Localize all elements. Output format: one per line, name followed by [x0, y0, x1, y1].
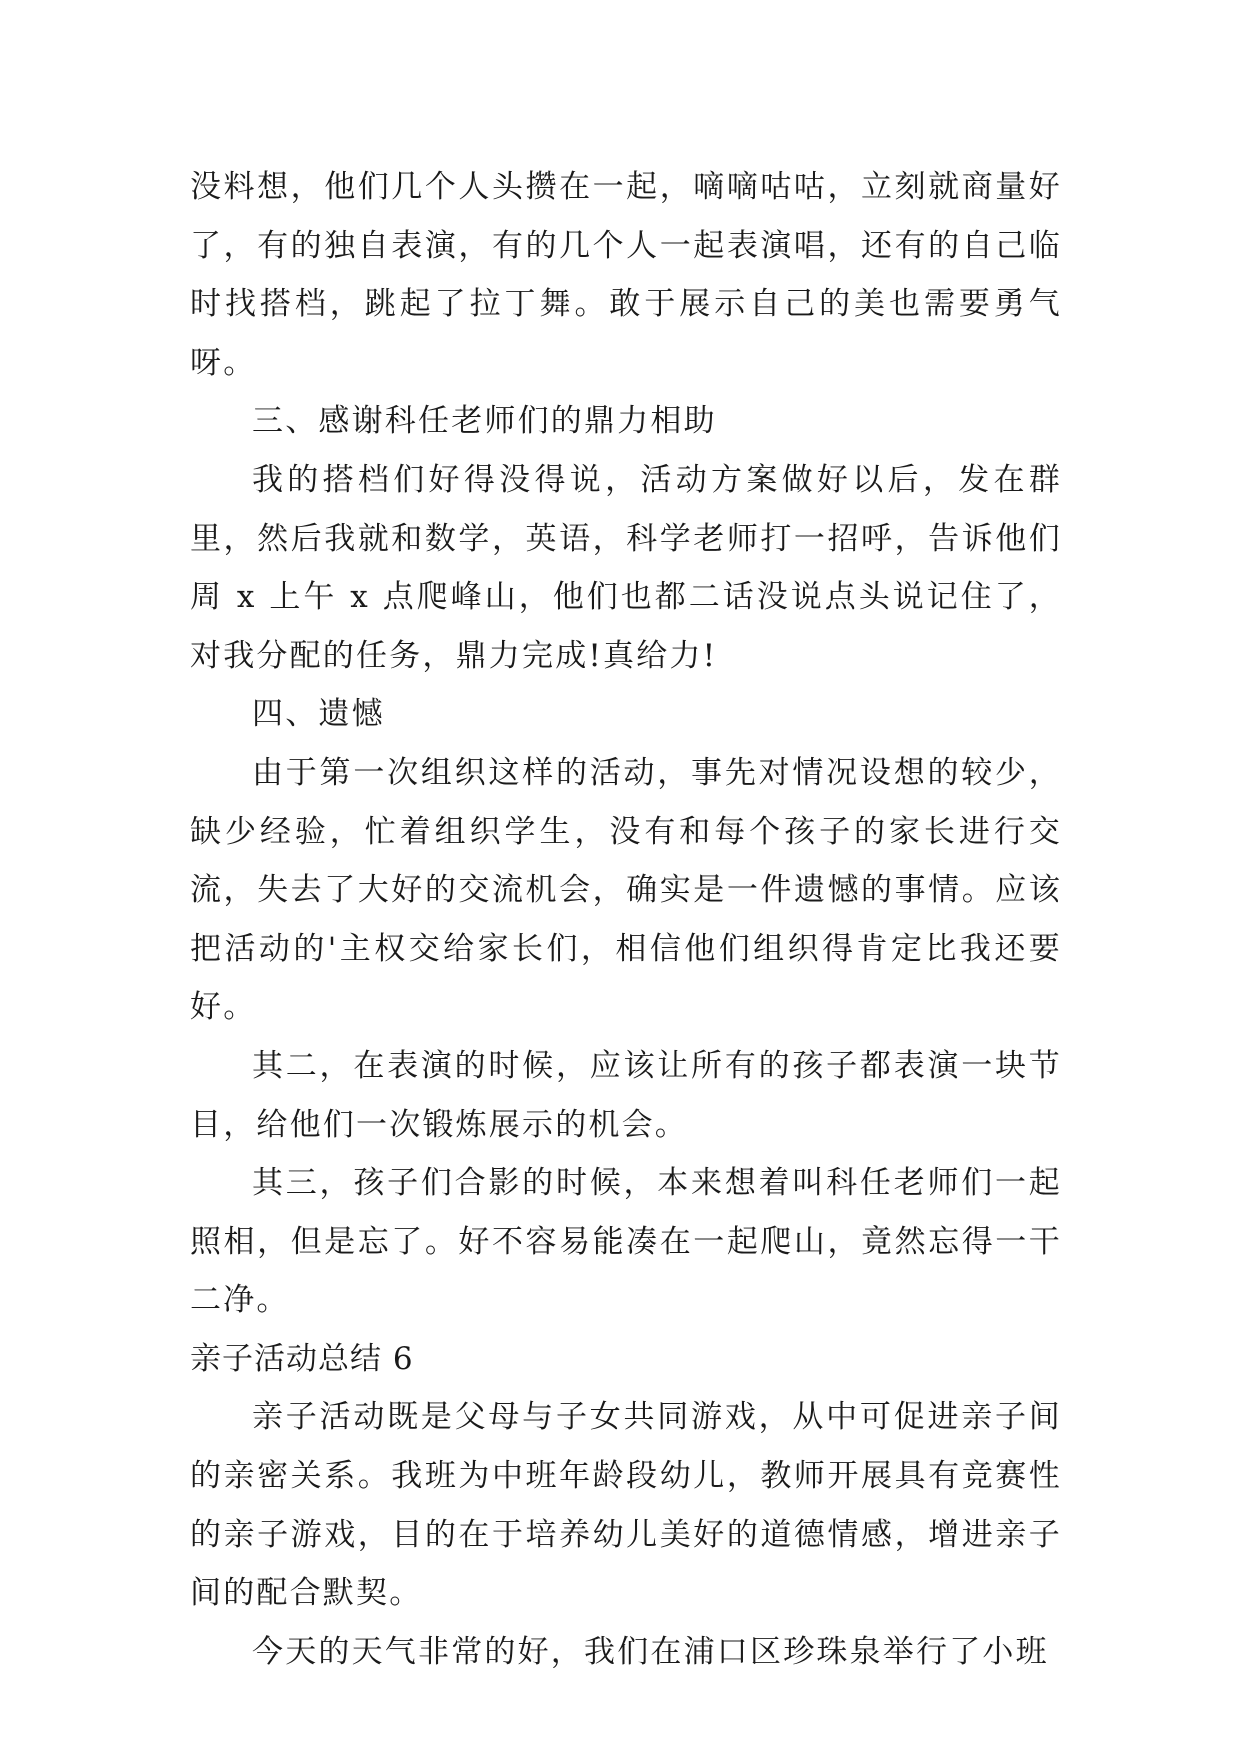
section-title: 亲子活动总结 6: [190, 1340, 414, 1377]
heading-thanks-teachers: 三、感谢科任老师们的鼎力相助: [252, 403, 717, 440]
heading-regrets: 四、遗憾: [252, 696, 385, 733]
document-body: [190, 158, 1062, 1681]
paragraph-regret-first: 由于第一次组织这样的活动，事先对情况设想的较少，缺少经验，忙着组织学生，没有和每个孩子的家长进行交流，失去了大好的交流机会，确实是一件遗憾的事情。应该把活动的'主权交给家长们，相信他们组织得肯定比我还要好。: [190, 754, 1062, 1026]
paragraph-regret-second: 其二，在表演的时候，应该让所有的孩子都表演一块节目，给他们一次锻炼展示的机会。: [190, 1047, 1062, 1143]
paragraph-teachers-help: 我的搭档们好得没得说，活动方案做好以后，发在群里，然后我就和数学，英语，科学老师打一招呼，告诉他们周 x 上午 x 点爬峰山，他们也都二话没说点头说记住了，对我分配的任务，鼎力完成!真给力!: [190, 461, 1062, 674]
paragraph-section-intro: 亲子活动既是父母与子女共同游戏，从中可促进亲子间的亲密关系。我班为中班年龄段幼儿，教师开展具有竞赛性的亲子游戏，目的在于培养幼儿美好的道德情感，增进亲子间的配合默契。: [190, 1399, 1062, 1612]
paragraph-section-weather: 今天的天气非常的好，我们在浦口区珍珠泉举行了小班: [252, 1633, 1049, 1670]
paragraph-performance: 没料想，他们几个人头攒在一起，嘀嘀咕咕，立刻就商量好了，有的独自表演，有的几个人一起表演唱，还有的自己临时找搭档，跳起了拉丁舞。敢于展示自己的美也需要勇气呀。: [190, 169, 1062, 381]
paragraph-regret-third: 其三，孩子们合影的时候，本来想着叫科任老师们一起照相，但是忘了。好不容易能凑在一起爬山，竟然忘得一干二净。: [190, 1165, 1062, 1319]
